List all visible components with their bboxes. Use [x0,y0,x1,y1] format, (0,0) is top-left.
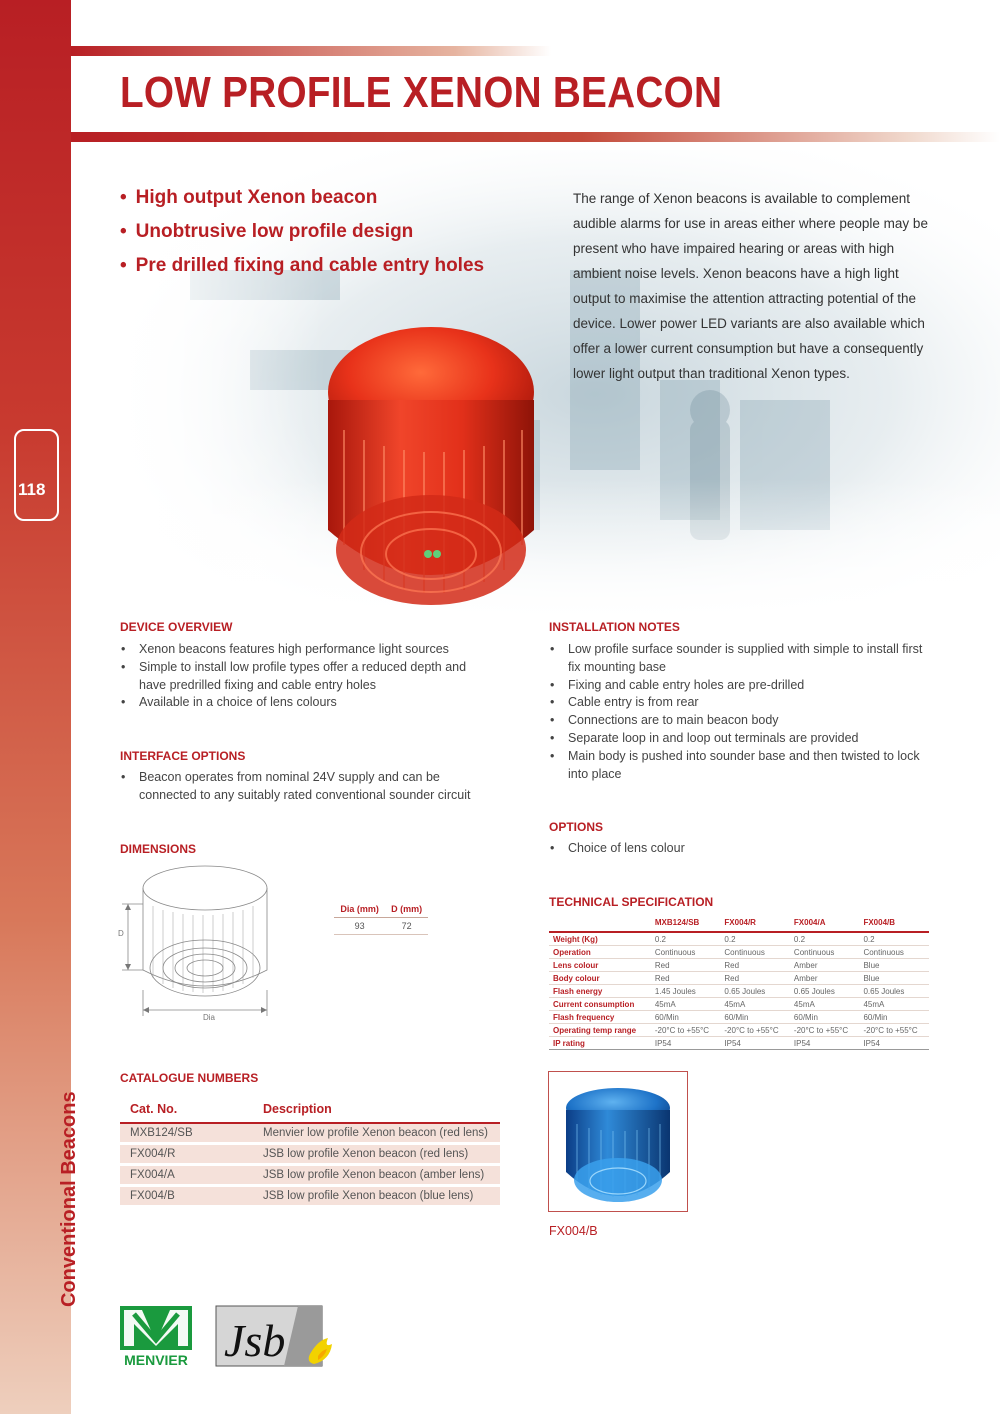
device-overview-heading: DEVICE OVERVIEW [120,620,233,634]
row-label: IP rating [549,1037,651,1050]
list-item: • Cable entry is from rear [549,694,934,712]
row-label: Body colour [549,972,651,985]
technical-specification-table [549,915,929,1050]
table-cell: IP54 [790,1037,860,1050]
feature-item: • Unobtrusive low profile design [120,221,484,255]
table-cell: Blue [859,972,929,985]
list-item: • Choice of lens colour [549,840,934,858]
table-row [120,1123,500,1144]
catalogue-description: Menvier low profile Xenon beacon (red lens) [253,1123,500,1144]
table-cell: 0.2 [720,932,790,946]
table-cell: Continuous [720,946,790,959]
row-label: Flash frequency [549,1011,651,1024]
table-row [120,1144,500,1165]
table-cell: Continuous [859,946,929,959]
column-header: Description [253,1100,500,1123]
column-header: FX004/R [720,915,790,932]
table-cell: Continuous [651,946,721,959]
catalogue-description: JSB low profile Xenon beacon (blue lens) [253,1186,500,1207]
row-label: Operation [549,946,651,959]
list-item: • Simple to install low profile types offer a reduced depth and have predrilled fixing and cable entry holes [120,659,485,695]
feature-item: • Pre drilled fixing and cable entry holes [120,255,484,289]
column-header: Dia (mm) [334,903,385,918]
product-image-caption: FX004/B [549,1224,598,1238]
table-cell: 0.2 [651,932,721,946]
table-row [120,1165,500,1186]
intro-paragraph: The range of Xenon beacons is available to complement audible alarms for use in areas either where people may be present who have impaired hearing or areas with high ambient noise levels. Xenon beacons have a high light output to maximise the attention attracting potential of the device. Lower power LED variants are also available which offer a lower current consumption but have a consequently lower light output than traditional Xenon types. [573,191,928,381]
device-overview-list [120,641,485,712]
table-cell: Amber [790,972,860,985]
catalogue-description: JSB low profile Xenon beacon (amber lens) [253,1165,500,1186]
table-cell: Continuous [790,946,860,959]
table-cell: -20°C to +55°C [720,1024,790,1037]
dimension-drawing [110,860,290,1025]
catalogue-description: JSB low profile Xenon beacon (red lens) [253,1144,500,1165]
table-row [549,985,929,998]
blue-beacon-photo-frame [548,1071,688,1212]
blue-beacon-image [549,1072,687,1211]
column-header: Cat. No. [120,1100,253,1123]
table-row [549,959,929,972]
table-row [549,1024,929,1037]
list-item: • Main body is pushed into sounder base and then twisted to lock into place [549,748,934,784]
list-item: • Available in a choice of lens colours [120,694,485,712]
dimension-d-label: D [118,929,124,938]
table-row [549,1037,929,1050]
side-band [0,0,80,1414]
catalogue-number: FX004/A [120,1165,253,1186]
table-cell: 60/Min [720,1011,790,1024]
options-list [549,840,934,858]
table-cell: 0.65 Joules [720,985,790,998]
menvier-wordmark: MENVIER [124,1352,188,1368]
table-cell: Red [651,959,721,972]
title-rule [71,132,1000,142]
list-item: • Fixing and cable entry holes are pre-drilled [549,677,934,695]
red-beacon-image [328,327,534,605]
catalogue-number: FX004/R [120,1144,253,1165]
table-cell: Amber [790,959,860,972]
page-number-tab [14,429,59,521]
table-cell: 45mA [790,998,860,1011]
table-row [549,998,929,1011]
catalogue-number: MXB124/SB [120,1123,253,1144]
row-label: Operating temp range [549,1024,651,1037]
list-item: • Separate loop in and loop out terminals are provided [549,730,934,748]
table-cell: 0.65 Joules [859,985,929,998]
jsb-logo [214,1304,338,1368]
table-header-row [549,915,929,932]
page-title: LOW PROFILE XENON BEACON [120,68,723,117]
table-cell: IP54 [651,1037,721,1050]
table-cell: Red [651,972,721,985]
table-cell: -20°C to +55°C [651,1024,721,1037]
table-cell: Red [720,959,790,972]
table-cell: 45mA [720,998,790,1011]
table-cell: 1.45 Joules [651,985,721,998]
technical-specification-heading: TECHNICAL SPECIFICATION [549,895,714,909]
feature-list [120,187,484,289]
page-number: 118 [18,480,46,499]
catalogue-number: FX004/B [120,1186,253,1207]
menvier-logo [118,1304,194,1368]
table-cell: 0.2 [790,932,860,946]
top-rule [71,46,551,56]
list-item: • Beacon operates from nominal 24V supply and can be connected to any suitably rated conventional sounder circuit [120,769,485,805]
table-cell: Blue [859,959,929,972]
table-cell: 60/Min [859,1011,929,1024]
table-cell: -20°C to +55°C [859,1024,929,1037]
options-heading: OPTIONS [549,820,604,834]
table-cell: 72 [385,918,428,935]
dimensions-heading: DIMENSIONS [120,842,197,856]
table-cell: 60/Min [651,1011,721,1024]
row-label: Lens colour [549,959,651,972]
table-cell: -20°C to +55°C [790,1024,860,1037]
column-header: D (mm) [385,903,428,918]
list-item: • Connections are to main beacon body [549,712,934,730]
table-row [549,932,929,946]
table-cell: 45mA [651,998,721,1011]
table-row [549,1011,929,1024]
section-label: Conventional Beacons [58,1091,80,1307]
table-cell: IP54 [720,1037,790,1050]
dimensions-table [334,903,428,935]
list-item: • Xenon beacons features high performance light sources [120,641,485,659]
feature-item: • High output Xenon beacon [120,187,484,221]
jsb-wordmark: Jsb [224,1315,286,1366]
table-header-row [120,1100,500,1123]
table-cell: IP54 [859,1037,929,1050]
table-cell: 0.2 [859,932,929,946]
table-cell: Red [720,972,790,985]
table-row [549,972,929,985]
table-cell: 93 [334,918,385,935]
row-label: Current consumption [549,998,651,1011]
row-label: Flash energy [549,985,651,998]
table-row [120,1186,500,1207]
interface-options-heading: INTERFACE OPTIONS [120,749,246,763]
installation-notes-list [549,641,934,783]
column-header: FX004/B [859,915,929,932]
column-header: FX004/A [790,915,860,932]
table-cell: 0.65 Joules [790,985,860,998]
table-cell: 60/Min [790,1011,860,1024]
table-row [549,946,929,959]
interface-options-list [120,769,485,805]
row-label: Weight (Kg) [549,932,651,946]
table-cell: 45mA [859,998,929,1011]
catalogue-table [120,1100,500,1208]
column-header: MXB124/SB [651,915,721,932]
dimension-dia-label: Dia [203,1013,216,1022]
catalogue-numbers-heading: CATALOGUE NUMBERS [120,1071,259,1085]
installation-notes-heading: INSTALLATION NOTES [549,620,680,634]
list-item: • Low profile surface sounder is supplied with simple to install first fix mounting base [549,641,934,677]
